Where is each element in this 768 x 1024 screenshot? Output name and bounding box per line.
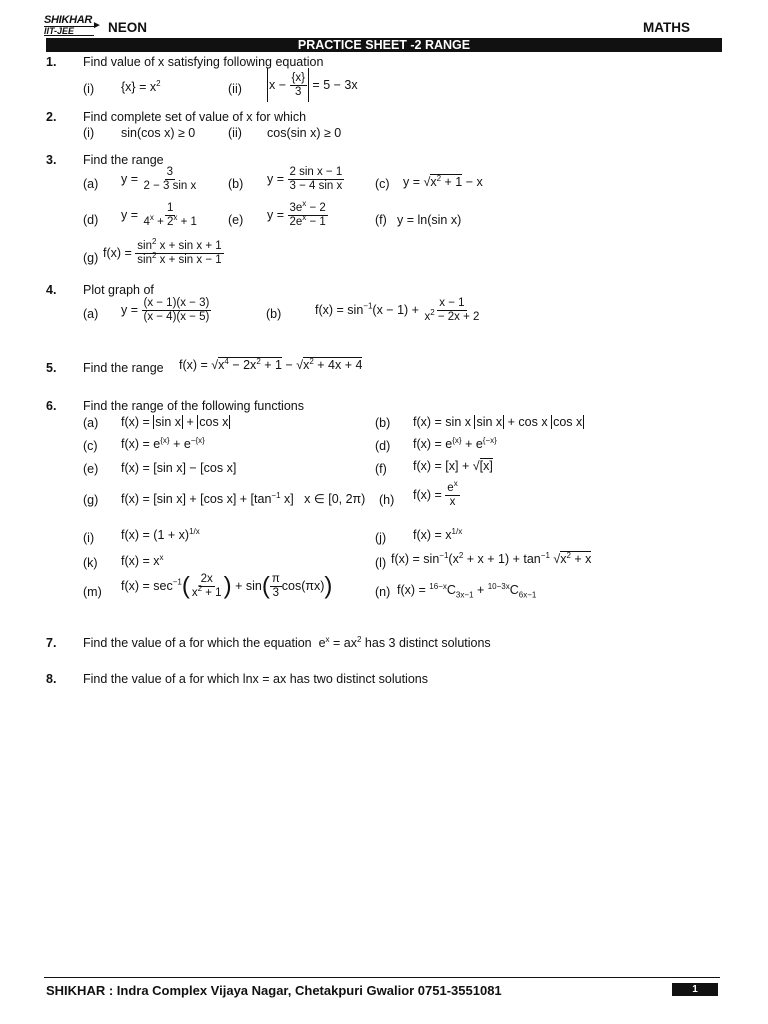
q6-number: 6. [46,399,57,413]
logo-top-text: SHIKHAR [44,14,93,26]
q6-e-label: (e) [83,462,99,476]
q6-d-label: (d) [375,439,391,453]
q2-number: 2. [46,110,57,124]
q6-m-label: (m) [83,585,102,599]
logo-bottom-text: IIT-JEE [44,26,94,36]
q6-m-expr: $f(x) = \sec^{-1}$( $\frac{2x}{x^2 + 1}$ ) + sin( $\frac{\pi}{3}$ cos(πx)) [121,572,333,600]
q6-h-expr: f(x) = $\frac{e^x}{x}$ [413,479,458,508]
q1-text: Find value of x satisfying following equation [83,55,324,69]
q6-c-label: (c) [83,439,98,453]
q6-g-label: (g) [83,493,99,507]
q6-n-label: (n) [375,585,391,599]
q3-c-expr: $y = √x^2 + 1 - x$ [403,173,483,189]
q3-a-expr: y = $\frac{3}{\text{2 − 3 sin x}}$ [121,166,197,192]
q3-f-label: (f) [375,213,387,227]
q7-text-a: Find the value of a for which the equation [83,636,312,650]
q3-b-expr: y = $\frac{\text{2 sin x − 1}}{\text{3 − 4 sin x}}$ [267,166,343,192]
q3-g-label: (g) [83,251,99,265]
q2-i-label: (i) [83,126,95,140]
page-title: PRACTICE SHEET -2 RANGE [46,38,722,52]
q6-g-expr: f(x) = [sin x] + [cos $x] + [\tan^{-1}$ x] x ∈ [0, 2π) [121,490,366,506]
q6-a-label: (a) [83,416,99,430]
q5-number: 5. [46,361,57,375]
q3-a-label: (a) [83,177,99,191]
q3-d-expr: y = $\frac{1}{4^x + 2^x + 1}$ [121,202,197,228]
q3-d-label: (d) [83,213,99,227]
q6-l-expr: $f(x) = \sin^{-1}(x^2 + x + 1) + \tan^{-1} √x^2 + x$ [391,550,592,566]
q6-e-expr: f(x) = [sin x] − [cos x] [121,461,237,475]
q6-d-expr: $f(x) = e^{\{x\}} + e^{\{-x\}}$ [413,435,497,451]
q3-g-expr: f(x) = $\frac{\sin^2 x + \sin x + 1}{\sin^2 x + \sin x - 1}$ [103,237,222,266]
q4-number: 4. [46,283,57,297]
q2-ii-label: (ii) [228,126,242,140]
q2-i-expr: sin(cos x) ≥ 0 [121,126,196,140]
q1-ii-label: (ii) [228,82,242,96]
q1-ii-expr: x − $\frac{\{x\}}{3}$ = 5 − 3x [267,68,358,102]
q8-number: 8. [46,672,57,686]
q6-b-label: (b) [375,416,391,430]
series-name: NEON [108,20,148,35]
q3-number: 3. [46,153,57,167]
q4-a-expr: y = $\frac{(x - 1)(x - 3)}{(x - 4)(x - 5)}$ [121,297,210,323]
q6-j-expr: $f(x) = x^{1/x}$ [413,526,463,542]
q5-expr: $f(x) = √x^4 - 2x^2 + 1 - √x^2 + 4x + 4$ [179,356,363,372]
q1-i-label: (i) [83,82,95,96]
q5-text: Find the range [83,361,164,375]
q6-f-expr: f(x) = [x] + √[x] [413,459,493,473]
q8-text: Find the value of a for which lnx = ax has two distinct solutions [83,672,428,686]
q6-l-label: (l) [375,556,387,570]
q4-b-expr: $f(x) = \sin^{-1}(x - 1)$ + $\frac{x - 1}{x^2 - 2x + 2}$ [315,297,480,323]
q4-a-label: (a) [83,307,99,321]
arrow-icon: ► [92,20,102,31]
footer-divider [44,977,720,978]
q6-text: Find the range of the following functions [83,399,304,413]
subject-name: MATHS [643,20,690,35]
q1-ii-rhs: = 5 − 3x [312,78,358,92]
page-number: 1 [672,983,718,996]
q6-f-label: (f) [375,462,387,476]
q7-number: 7. [46,636,57,650]
q6-n-expr: $f(x) = ^{16-x}C_{3x-1} + ^{10-3x}C_{6x-1}$ [397,581,537,600]
q6-k-label: (k) [83,556,98,570]
q6-b-expr: f(x) = sin x sin x + cos x cos x [413,415,583,429]
q7-text: Find the value of a for which the equation $e^x = ax^2$ has 3 distinct solutions [83,634,491,650]
q4-b-label: (b) [266,307,282,321]
q2-text: Find complete set of value of x for which [83,110,307,124]
q3-e-expr: y = $\frac{3e^x - 2}{2e^x - 1}$ [267,199,326,228]
q6-i-label: (i) [83,531,95,545]
q3-c-label: (c) [375,177,390,191]
q2-ii-expr: cos(sin x) ≥ 0 [267,126,342,140]
footer-address: SHIKHAR : Indra Complex Vijaya Nagar, Chetakpuri Gwalior 0751-3551081 [46,983,502,998]
q6-h-label: (h) [379,493,395,507]
q6-a-expr: f(x) = sin x + cos x [121,415,229,429]
q3-e-label: (e) [228,213,244,227]
q1-i-expr: $\{x\} = x^2$ [121,78,161,94]
q1-number: 1. [46,55,57,69]
q4-text: Plot graph of [83,283,154,297]
q6-i-expr: $f(x) = (1 + x)^{1/x}$ [121,526,200,542]
q3-b-label: (b) [228,177,244,191]
q3-f-expr: y = ln(sin x) [397,213,462,227]
q7-text-b: has 3 distinct solutions [364,636,491,650]
q6-k-expr: $f(x) = x^x$ [121,552,164,568]
q3-text: Find the range [83,153,164,167]
q6-j-label: (j) [375,531,387,545]
q6-c-expr: $f(x) = e^{\{x\}} + e^{-\{x\}}$ [121,435,205,451]
